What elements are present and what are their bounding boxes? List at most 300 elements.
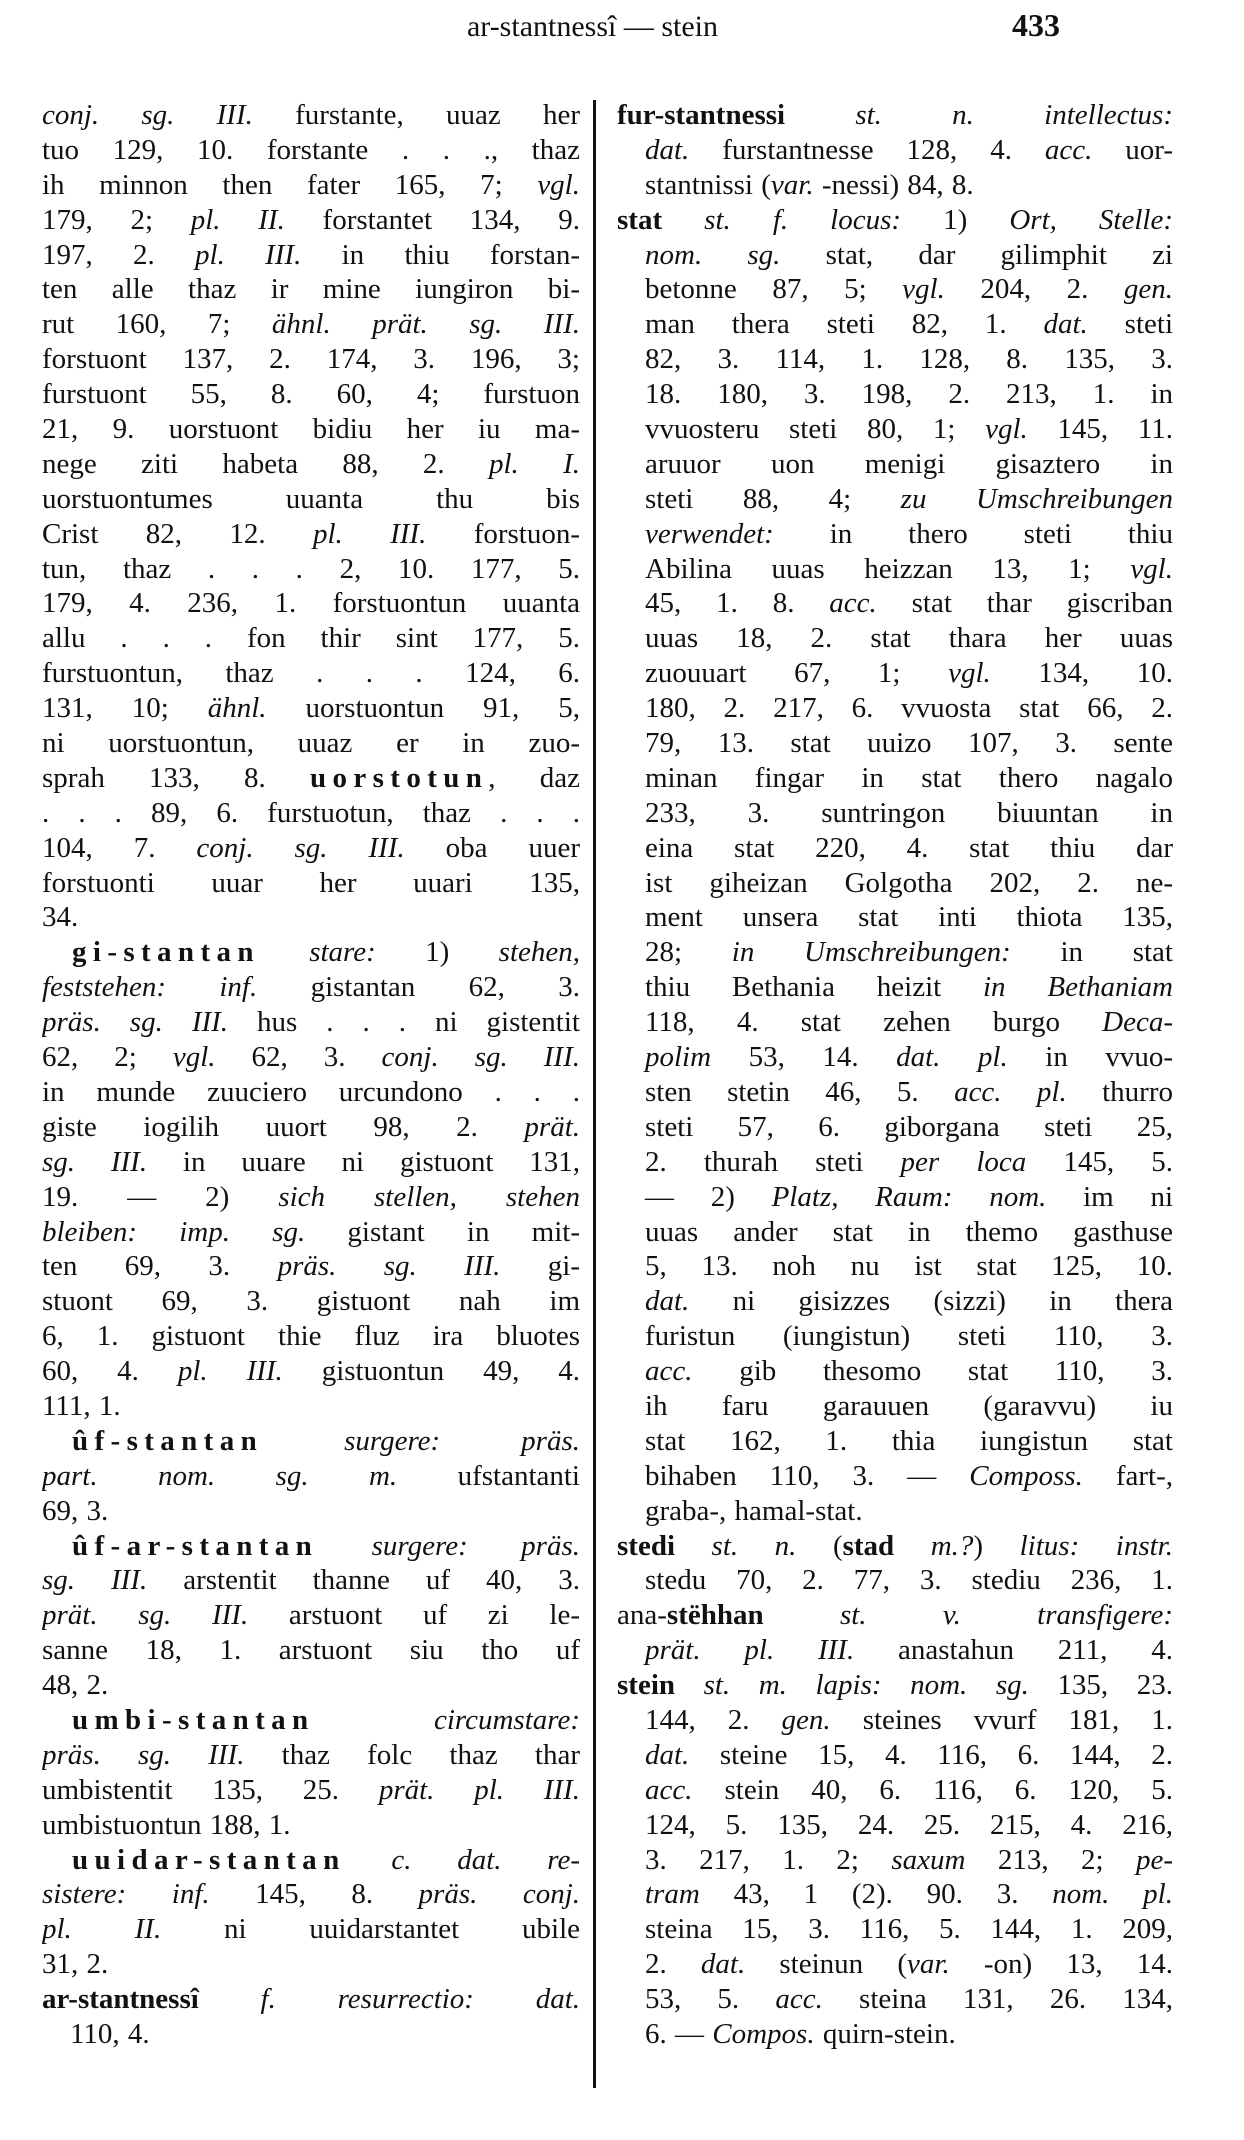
italic-text: präs. sg. III. <box>42 1738 245 1771</box>
text-run <box>263 1425 344 1457</box>
text-line <box>42 796 580 831</box>
text-run: stat, dar gilimphit zi <box>780 238 1173 271</box>
text-run: 1) <box>901 203 1010 236</box>
italic-text: acc. <box>775 1983 823 2016</box>
text-line <box>42 1354 580 1389</box>
text-run: 53, 5. <box>645 1983 776 2016</box>
entry-headword-line <box>617 1598 1173 1633</box>
text-run: gistant in mit- <box>305 1215 580 1248</box>
text-run: 131, 10; <box>42 692 208 725</box>
italic-text: feststehen: inf. <box>42 971 258 1004</box>
text-run: forstuonti uuar her uuari 135, <box>42 866 580 899</box>
text-run <box>675 1530 712 1562</box>
italic-text: var. <box>907 1948 950 1981</box>
text-run <box>785 99 855 131</box>
text-run: 135, 23. <box>1028 1669 1173 1702</box>
text-run: furstante, uuaz her <box>252 99 580 131</box>
text-run: gistuontun 49, 4. <box>282 1355 580 1388</box>
italic-text: pl. I. <box>488 447 580 480</box>
headword: gi-stantan <box>72 936 260 969</box>
text-run: umbistentit 135, 25. <box>42 1773 379 1806</box>
text-line <box>42 761 580 796</box>
text-run: ih minnon then fater 165, 7; <box>42 168 538 201</box>
headword: stad <box>842 1529 895 1562</box>
italic-text: litus: instr. <box>1019 1529 1173 1562</box>
italic-text: in Bethaniam <box>983 971 1173 1004</box>
italic-text: dat. <box>645 133 690 166</box>
text-run: 6. — <box>645 2017 713 2050</box>
text-run: ni uuidarstantet ubile <box>161 1913 580 1946</box>
text-run: 134, 10. <box>990 657 1173 690</box>
text-run: tun, thaz . . . 2, 10. 177, 5. <box>42 552 580 585</box>
text-run: 43, 1 (2). 90. 3. <box>699 1878 1053 1911</box>
italic-text: m.? <box>930 1529 974 1562</box>
text-line <box>42 412 580 447</box>
text-run <box>764 1599 840 1631</box>
text-run: in vvuo- <box>1007 1041 1173 1074</box>
text-run: -nessi) 84, 8. <box>813 168 974 201</box>
text-run: gistantan 62, 3. <box>257 971 580 1004</box>
text-line <box>42 1180 580 1215</box>
headword: stat <box>617 203 663 236</box>
text-run: forstuont 137, 2. 174, 3. 196, 3; <box>42 343 580 376</box>
text-run: stat thar giscriban <box>876 587 1173 620</box>
text-run: gib thesomo stat 110, 3. <box>692 1355 1173 1388</box>
text-line <box>617 1284 1173 1319</box>
text-run: 124, 5. 135, 24. 25. 215, 4. 216, <box>645 1808 1173 1841</box>
text-run: stuont 69, 3. gistuont nah im <box>42 1285 580 1318</box>
italic-text: Ort, Stelle: <box>1009 203 1173 236</box>
text-line <box>42 1215 580 1250</box>
text-run: -on) 13, 14. <box>949 1948 1173 1981</box>
text-line <box>617 447 1173 482</box>
text-run <box>199 1983 261 2015</box>
headword: ûf-ar-stantan <box>72 1529 319 1562</box>
text-line <box>617 1947 1173 1982</box>
italic-text: Compos. <box>712 2017 815 2050</box>
italic-text: saxum <box>891 1843 966 1876</box>
text-run: quirn-stein. <box>814 2017 956 2050</box>
italic-text: pl. III. <box>177 1355 283 1388</box>
text-line <box>617 1319 1173 1354</box>
text-line <box>42 831 580 866</box>
text-run: stedu 70, 2. 77, 3. stediu 236, 1. <box>645 1564 1173 1597</box>
text-run: sten stetin 46, 5. <box>645 1075 955 1108</box>
text-run: thaz folc thaz thar <box>244 1738 580 1771</box>
text-run: minan fingar in stat thero nagalo <box>645 761 1173 794</box>
text-line <box>617 1563 1173 1598</box>
text-line <box>617 1389 1173 1424</box>
text-run: 53, 14. <box>711 1041 897 1074</box>
text-line <box>617 1354 1173 1389</box>
italic-text: vgl. <box>902 273 945 306</box>
text-line <box>42 342 580 377</box>
italic-text: acc. <box>645 1355 693 1388</box>
entry-headword-line <box>42 935 580 970</box>
italic-text: stehen, <box>498 936 580 969</box>
headword: stein <box>617 1669 675 1702</box>
text-run: 104, 7. <box>42 831 197 864</box>
text-run: , daz <box>488 761 580 794</box>
italic-text: zu Umschreibungen <box>900 482 1173 515</box>
text-run: stantnissi ( <box>645 168 771 201</box>
text-run: ten alle thaz ir mine iungiron bi- <box>42 273 580 306</box>
italic-text: bleiben: imp. sg. <box>42 1215 306 1248</box>
text-line <box>42 1389 580 1424</box>
headword: uorstotun <box>309 761 489 794</box>
text-line <box>42 1947 580 1982</box>
italic-text: prät. sg. III. <box>42 1599 249 1632</box>
text-run: steti 88, 4; <box>645 482 901 515</box>
italic-text: sich stellen, stehen <box>278 1180 580 1213</box>
text-line <box>617 1808 1173 1843</box>
headword: uuidar-stantan <box>72 1843 346 1876</box>
text-line <box>617 1738 1173 1773</box>
text-line <box>617 900 1173 935</box>
text-run: arstentit thanne uf 40, 3. <box>147 1564 580 1597</box>
text-line <box>617 1249 1173 1284</box>
italic-text: st. f. locus: <box>704 203 902 236</box>
text-line <box>42 1005 580 1040</box>
italic-text: präs. conj. <box>418 1878 580 1911</box>
headword: stëhhan <box>666 1599 764 1632</box>
text-line <box>617 552 1173 587</box>
italic-text: f. resurrectio: dat. <box>260 1983 580 2016</box>
text-run: giste iogilih uuort 98, 2. <box>42 1110 525 1143</box>
italic-text: st. n. <box>711 1529 797 1562</box>
text-line <box>42 2017 580 2052</box>
italic-text: vgl. <box>1130 552 1173 585</box>
text-line <box>617 621 1173 656</box>
text-run: betonne 87, 5; <box>645 273 903 306</box>
text-run: ni uorstuontun, uuaz er in zuo- <box>42 727 580 760</box>
text-run: arstuont uf zi le- <box>248 1599 580 1632</box>
text-run: tuo 129, 10. forstante . . ., thaz <box>42 133 580 166</box>
text-line <box>617 691 1173 726</box>
text-line <box>617 1145 1173 1180</box>
text-run: furistun (iungistun) steti 110, 3. <box>645 1320 1173 1353</box>
text-run: sprah 133, 8. <box>42 761 310 794</box>
text-line <box>617 1424 1173 1459</box>
text-line <box>617 482 1173 517</box>
text-run: forstantet 134, 9. <box>284 203 580 236</box>
text-run: furstuontun, thaz . . . 124, 6. <box>42 657 580 690</box>
text-run <box>260 936 309 968</box>
text-line <box>42 1598 580 1633</box>
text-line <box>617 761 1173 796</box>
text-run <box>346 1844 392 1876</box>
italic-text: nom. pl. <box>1052 1878 1173 1911</box>
text-line <box>42 552 580 587</box>
text-line <box>42 1040 580 1075</box>
text-run <box>662 204 704 236</box>
text-run: steina 131, 26. 134, <box>822 1983 1173 2016</box>
text-line <box>42 377 580 412</box>
text-run: steine 15, 4. 116, 6. 144, 2. <box>689 1738 1173 1771</box>
text-run: 179, 2; <box>42 203 191 236</box>
text-line <box>617 517 1173 552</box>
text-run: 197, 2. <box>42 238 196 271</box>
text-run: fart-, <box>1082 1459 1173 1492</box>
text-line <box>617 1703 1173 1738</box>
text-run: ufstantanti <box>397 1459 580 1492</box>
italic-text: st. v. transfigere: <box>839 1599 1173 1632</box>
text-line <box>617 1633 1173 1668</box>
text-run: vvuosteru steti 80, 1; <box>645 413 986 446</box>
text-line <box>617 1877 1173 1912</box>
text-line <box>617 1180 1173 1215</box>
text-line <box>617 307 1173 342</box>
text-run: im ni <box>1046 1180 1173 1213</box>
text-line <box>617 2017 1173 2052</box>
text-line <box>617 272 1173 307</box>
text-run: in stat <box>1010 936 1173 969</box>
text-run: 2. thurah steti <box>645 1145 901 1178</box>
text-run <box>318 1530 371 1562</box>
text-run: 69, 3. <box>42 1494 109 1527</box>
text-run: thiu Bethania heizit <box>645 971 983 1004</box>
text-run: 45, 1. 8. <box>645 587 830 620</box>
text-line <box>42 1319 580 1354</box>
text-run: 2. <box>645 1948 701 1981</box>
text-line <box>617 238 1173 273</box>
italic-text: surgere: präs. <box>344 1424 580 1457</box>
text-run: bihaben 110, 3. — <box>645 1459 970 1492</box>
text-run: uorstuontun 91, 5, <box>266 692 580 725</box>
text-run: 34. <box>42 901 79 934</box>
text-run: aruuor uon menigi gisaztero in <box>645 447 1173 480</box>
text-run: 145, 5. <box>1026 1145 1173 1178</box>
italic-text: ähnl. <box>207 692 267 725</box>
entry-headword-line <box>617 98 1173 133</box>
text-line <box>42 1075 580 1110</box>
text-line <box>617 726 1173 761</box>
text-run <box>894 1530 931 1562</box>
text-line <box>617 831 1173 866</box>
text-line <box>617 970 1173 1005</box>
text-run: 31, 2. <box>42 1948 109 1981</box>
text-line <box>617 866 1173 901</box>
italic-text: per loca <box>900 1145 1027 1178</box>
italic-text: dat. <box>700 1948 746 1981</box>
italic-text: circumstare: <box>433 1703 580 1736</box>
text-line <box>617 1110 1173 1145</box>
italic-text: acc. <box>829 587 877 620</box>
text-line <box>42 1808 580 1843</box>
text-run: 179, 4. 236, 1. forstuontun uuanta <box>42 587 580 620</box>
text-line <box>42 866 580 901</box>
text-run: 145, 11. <box>1027 413 1173 446</box>
text-run: uuas 18, 2. stat thara her uuas <box>645 622 1173 655</box>
text-line <box>42 447 580 482</box>
italic-text: präs. sg. III. <box>277 1250 501 1283</box>
left-column <box>42 98 580 2052</box>
text-run: 144, 2. <box>645 1703 782 1736</box>
text-run: hus . . . ni gistentit <box>228 1006 580 1039</box>
text-run: forstuon- <box>426 517 580 550</box>
text-line <box>617 133 1173 168</box>
text-line <box>42 307 580 342</box>
text-run: 60, 4. <box>42 1355 178 1388</box>
text-run: 79, 13. stat uuizo 107, 3. sente <box>645 727 1173 760</box>
text-run: — 2) <box>645 1180 772 1213</box>
text-line <box>617 1773 1173 1808</box>
text-line <box>617 935 1173 970</box>
text-run: 204, 2. <box>944 273 1124 306</box>
text-line <box>617 796 1173 831</box>
text-run: 19. — 2) <box>42 1180 279 1213</box>
text-run: 213, 2; <box>965 1843 1136 1876</box>
text-run: uorstuontumes uuanta thu bis <box>42 482 580 515</box>
text-run: 62, 3. <box>215 1041 382 1074</box>
text-run: 62, 2; <box>42 1041 173 1074</box>
text-line <box>617 1459 1173 1494</box>
italic-text: polim <box>645 1041 712 1074</box>
italic-text: st. m. lapis: nom. sg. <box>703 1669 1029 1702</box>
text-line <box>617 1843 1173 1878</box>
italic-text: sistere: inf. <box>42 1878 210 1911</box>
text-run: gi- <box>500 1250 580 1283</box>
italic-text: präs. sg. III. <box>42 1006 229 1039</box>
italic-text: prät. <box>524 1110 580 1143</box>
text-line <box>617 412 1173 447</box>
text-run: uor- <box>1092 133 1173 166</box>
text-line <box>617 1494 1173 1529</box>
text-line <box>42 656 580 691</box>
italic-text: nom. sg. <box>645 238 781 271</box>
text-run: zuouuart 67, 1; <box>645 657 949 690</box>
italic-text: Composs. <box>969 1459 1083 1492</box>
italic-text: conj. sg. III. <box>42 99 253 131</box>
italic-text: tram <box>645 1878 700 1911</box>
italic-text: st. n. intellectus: <box>855 99 1173 131</box>
text-line <box>617 168 1173 203</box>
text-line <box>617 342 1173 377</box>
italic-text: verwendet: <box>645 517 774 550</box>
text-run: ( <box>796 1529 843 1562</box>
italic-text: surgere: präs. <box>371 1529 580 1562</box>
text-run: steti 57, 6. giborgana steti 25, <box>645 1110 1173 1143</box>
text-line <box>42 1877 580 1912</box>
italic-text: pl. II. <box>190 203 285 236</box>
text-run: 3. 217, 1. 2; <box>645 1843 892 1876</box>
italic-text: in Umschreibungen: <box>731 936 1011 969</box>
entry-headword-line <box>42 1982 580 2017</box>
entry-headword-line <box>617 1668 1173 1703</box>
text-line <box>42 1912 580 1947</box>
text-run: 21, 9. uorstuont bidiu her iu ma- <box>42 413 580 446</box>
text-run: 145, 8. <box>209 1878 419 1911</box>
entry-headword-line <box>42 1424 580 1459</box>
entry-headword-line <box>42 1703 580 1738</box>
text-run: in thero steti thiu <box>773 517 1173 550</box>
text-run: ana- <box>617 1599 667 1632</box>
text-line <box>42 1459 580 1494</box>
italic-text: Deca- <box>1102 1006 1173 1039</box>
italic-text: acc. pl. <box>954 1075 1067 1108</box>
text-run: rut 160, 7; <box>42 308 272 341</box>
text-run: . . . 89, 6. furstuotun, thaz . . . <box>42 796 580 829</box>
italic-text: pe- <box>1135 1843 1173 1876</box>
text-line <box>42 1284 580 1319</box>
text-run: 1) <box>375 936 499 969</box>
italic-text: sg. III. <box>42 1145 148 1178</box>
text-line <box>617 586 1173 621</box>
text-line <box>617 1005 1173 1040</box>
italic-text: dat. pl. <box>896 1041 1008 1074</box>
italic-text: conj. sg. III. <box>381 1041 580 1074</box>
column-divider <box>593 100 596 2088</box>
text-run: nege ziti habeta 88, 2. <box>42 447 489 480</box>
text-run: in munde zuuciero urcundono . . . <box>42 1075 580 1108</box>
text-run: ni gisizzes (sizzi) in thera <box>689 1285 1173 1318</box>
italic-text: conj. sg. III. <box>196 831 405 864</box>
text-run: uuas ander stat in themo gasthuse <box>645 1215 1173 1248</box>
italic-text: acc. <box>645 1773 693 1806</box>
text-line <box>617 1075 1173 1110</box>
italic-text: pl. III. <box>195 238 302 271</box>
text-run: ment unsera stat inti thiota 135, <box>645 901 1173 934</box>
text-line <box>42 1563 580 1598</box>
text-line <box>42 621 580 656</box>
italic-text: prät. pl. III. <box>645 1634 855 1667</box>
italic-text: dat. <box>645 1285 690 1318</box>
entry-headword-line <box>617 1529 1173 1564</box>
text-run: furstuont 55, 8. 60, 4; furstuon <box>42 378 580 411</box>
headword: ar-stantnessî <box>42 1983 199 2016</box>
italic-text: prät. pl. III. <box>378 1773 580 1806</box>
text-run: 118, 4. stat zehen burgo <box>645 1006 1103 1039</box>
text-line <box>42 1145 580 1180</box>
text-line <box>42 1668 580 1703</box>
text-run: ten 69, 3. <box>42 1250 278 1283</box>
text-run: 5, 13. noh nu ist stat 125, 10. <box>645 1250 1173 1283</box>
italic-text: c. dat. re- <box>391 1843 580 1876</box>
text-line <box>42 1494 580 1529</box>
text-run: graba-, hamal-stat. <box>645 1494 863 1527</box>
italic-text: acc. <box>1044 133 1093 166</box>
text-line <box>42 691 580 726</box>
text-line <box>42 168 580 203</box>
text-run: stein 40, 6. 116, 6. 120, 5. <box>692 1773 1173 1806</box>
text-run: 180, 2. 217, 6. vvuosta stat 66, 2. <box>645 692 1173 725</box>
text-run: 82, 3. 114, 1. 128, 8. 135, 3. <box>645 343 1173 376</box>
italic-text: vgl. <box>985 413 1028 446</box>
text-line <box>617 1912 1173 1947</box>
text-line <box>42 1633 580 1668</box>
headword: fur-stantnessi <box>617 99 786 131</box>
text-run: Abilina uuas heizzan 13, 1; <box>645 552 1131 585</box>
entry-headword-line <box>617 203 1173 238</box>
text-run: sanne 18, 1. arstuont siu tho uf <box>42 1634 580 1667</box>
text-line <box>42 586 580 621</box>
italic-text: sg. III. <box>42 1564 148 1597</box>
italic-text: part. nom. sg. m. <box>42 1459 398 1492</box>
text-run: 110, 4. <box>70 2017 150 2050</box>
text-line <box>617 656 1173 691</box>
text-run <box>315 1704 434 1736</box>
text-line <box>42 1110 580 1145</box>
text-run <box>675 1669 704 1701</box>
text-run: Crist 82, 12. <box>42 517 313 550</box>
text-run: ih faru garauuen (garavvu) iu <box>645 1389 1173 1422</box>
text-line <box>42 1249 580 1284</box>
italic-text: Platz, Raum: nom. <box>771 1180 1047 1213</box>
italic-text: vgl. <box>948 657 991 690</box>
italic-text: vgl. <box>537 168 580 201</box>
text-run: steinun ( <box>745 1948 907 1981</box>
text-line <box>42 98 580 133</box>
